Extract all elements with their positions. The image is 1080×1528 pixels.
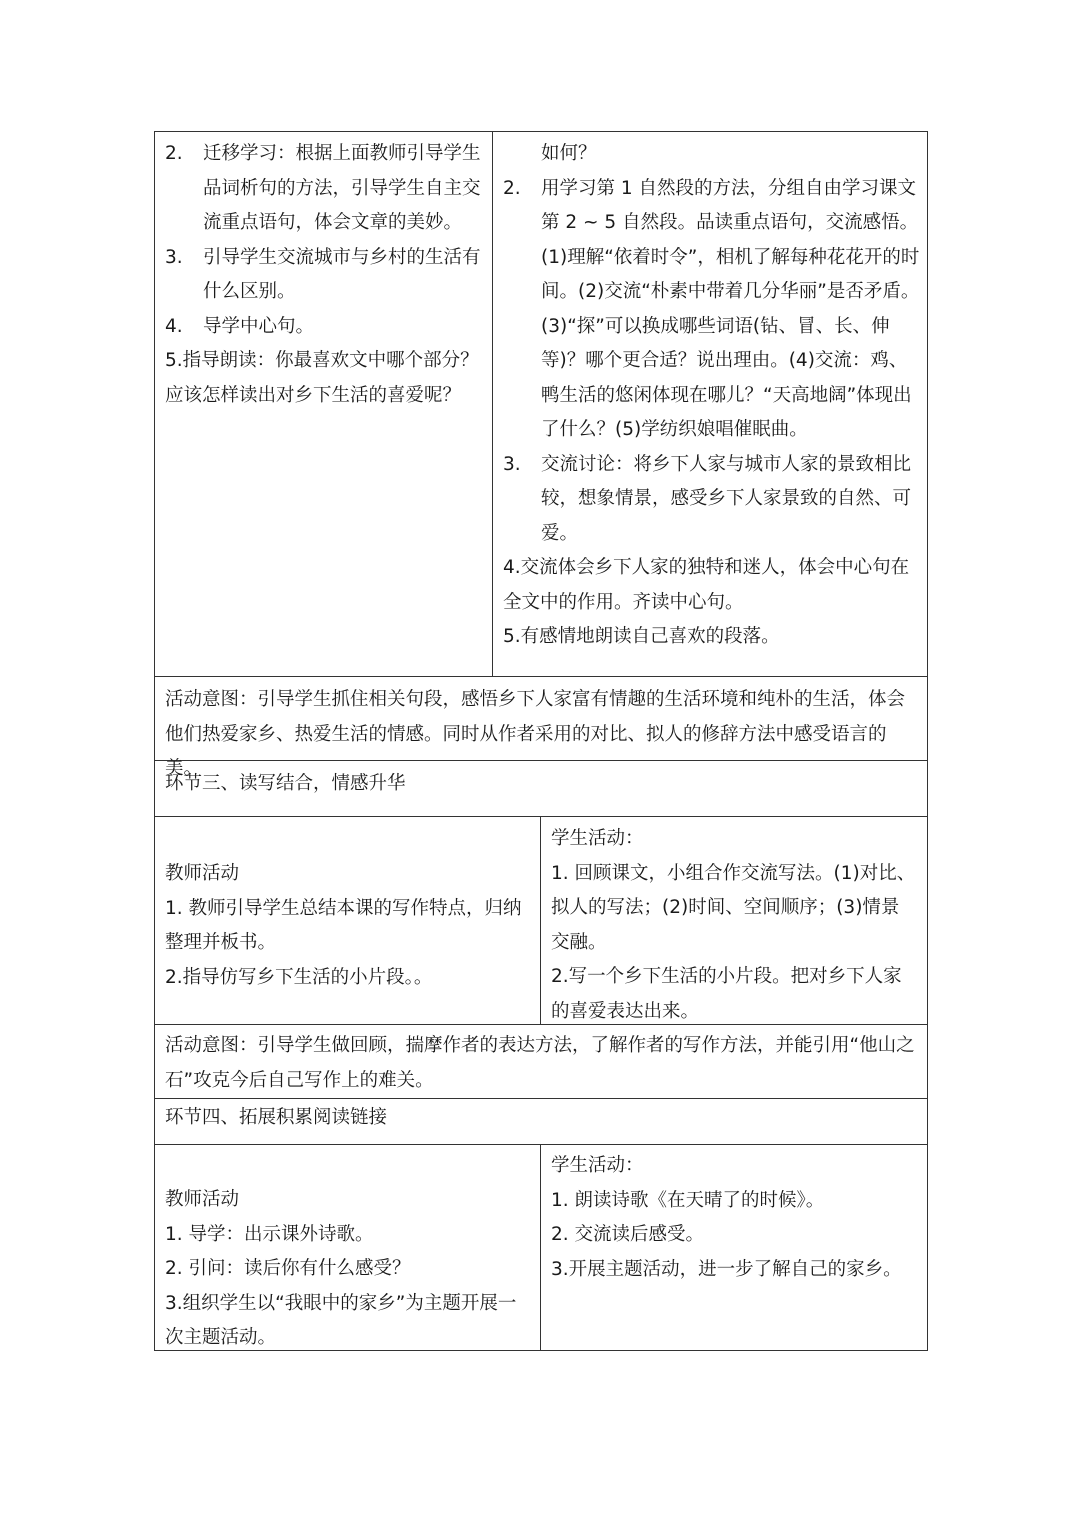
student-list [503,172,921,552]
paragraph: 3.组织学生以“我眼中的家乡”为主题开展一次主题活动。 [165,1292,517,1348]
student-cell [541,1145,927,1350]
table-row [154,760,928,816]
item-text: 引导学生交流城市与乡村的生活有什么区别。 [203,246,481,302]
table-row [154,1098,928,1144]
cell-title: 学生活动： [551,1155,644,1176]
teacher-cell [155,1145,541,1350]
paragraph: 4.交流体会乡下人家的独特和迷人，体会中心句在全文中的作用。齐读中心句。 [503,557,910,613]
item-number: 4. [165,315,183,337]
paragraph: 1. 导学：出示课外诗歌。 [165,1223,374,1245]
item-number: 3. [165,246,183,268]
teacher-cell [155,132,493,676]
section-heading: 环节三、读写结合，情感升华 [165,773,406,794]
paragraph: 2.写一个乡下生活的小片段。把对乡下人家的喜爱表达出来。 [551,966,902,1022]
paragraph: 1. 教师引导学生总结本课的写作特点，归纳整理并板书。 [165,897,522,953]
item-text: 交流讨论：将乡下人家与城市人家的景致相比较，想象情景，感受乡下人家景致的自然、可爱。 [541,453,912,544]
paragraph: 1. 回顾课文，小组合作交流写法。(1)对比、拟人的写法；(2)时间、空间顺序；(3)情景交融。 [551,862,916,953]
table-row [154,1024,928,1098]
item-text: 导学中心句。 [203,315,315,337]
lesson-plan-table [154,131,928,1351]
item-text: 迁移学习：根据上面教师引导学生品词析句的方法，引导学生自主交流重点语句，体会文章的美妙。 [203,143,481,233]
paragraph: 2. 交流读后感受。 [551,1224,705,1245]
teacher-list [165,137,482,344]
cell-title: 教师活动 [165,1189,240,1210]
list-item [165,310,482,345]
cell-title: 教师活动 [165,863,240,884]
paragraph: 2. 引问：读后你有什么感受？ [165,1258,411,1279]
table-row [154,676,928,779]
list-item [165,137,482,241]
paragraph: 1. 朗读诗歌《在天晴了的时候》。 [551,1189,825,1211]
teacher-cell [155,817,541,1024]
activity-intent: 活动意图：引导学生做回顾，揣摩作者的表达方法，了解作者的写作方法，并能引用“他山之石”攻克今后自己写作上的难关。 [165,1035,915,1091]
table-row [154,816,928,1024]
item-number: 2. [503,177,521,199]
paragraph: 2.指导仿写乡下生活的小片段。。 [165,966,433,988]
table-row [154,131,928,676]
activity-intent: 活动意图：引导学生抓住相关句段，感悟乡下人家富有情趣的生活环境和纯朴的生活，体会他们热爱家乡、热爱生活的情感。同时从作者采用的对比、拟人的修辞方法中感受语言的美。 [165,689,906,779]
item-number: 3. [503,453,521,475]
list-item [503,448,921,552]
cell-title: 学生活动： [551,828,644,849]
list-item [165,241,482,310]
item-number: 2. [165,143,183,164]
paragraph: 3.开展主题活动，进一步了解自己的家乡。 [551,1258,902,1280]
list-item [503,172,921,448]
section-heading: 环节四、拓展积累阅读链接 [165,1107,388,1128]
student-cell [493,132,927,676]
student-cell [541,817,927,1024]
paragraph: 5.有感情地朗读自己喜欢的段落。 [503,626,780,647]
paragraph: 如何？ [541,143,597,164]
table-row [154,1144,928,1351]
paragraph: 5.指导朗读：你最喜欢文中哪个部分？应该怎样读出对乡下生活的喜爱呢？ [165,350,479,406]
item-text: 用学习第 1 自然段的方法，分组自由学习课文第 2 ~ 5 自然段。品读重点语句，交流感悟。(1)理解“依着时令”，相机了解每种花花开的时间。(2)交流“朴素中带着几分华丽”是否矛盾。(3)“探”可以换成哪些词语(钻、冒、长、伸等)？哪个更合适？说出理由。(4)交流：鸡、鸭生活的悠闲体现在哪儿？“天高地阔”体现出了什么？(5)学纺织娘唱催眠曲。 [541,177,920,440]
